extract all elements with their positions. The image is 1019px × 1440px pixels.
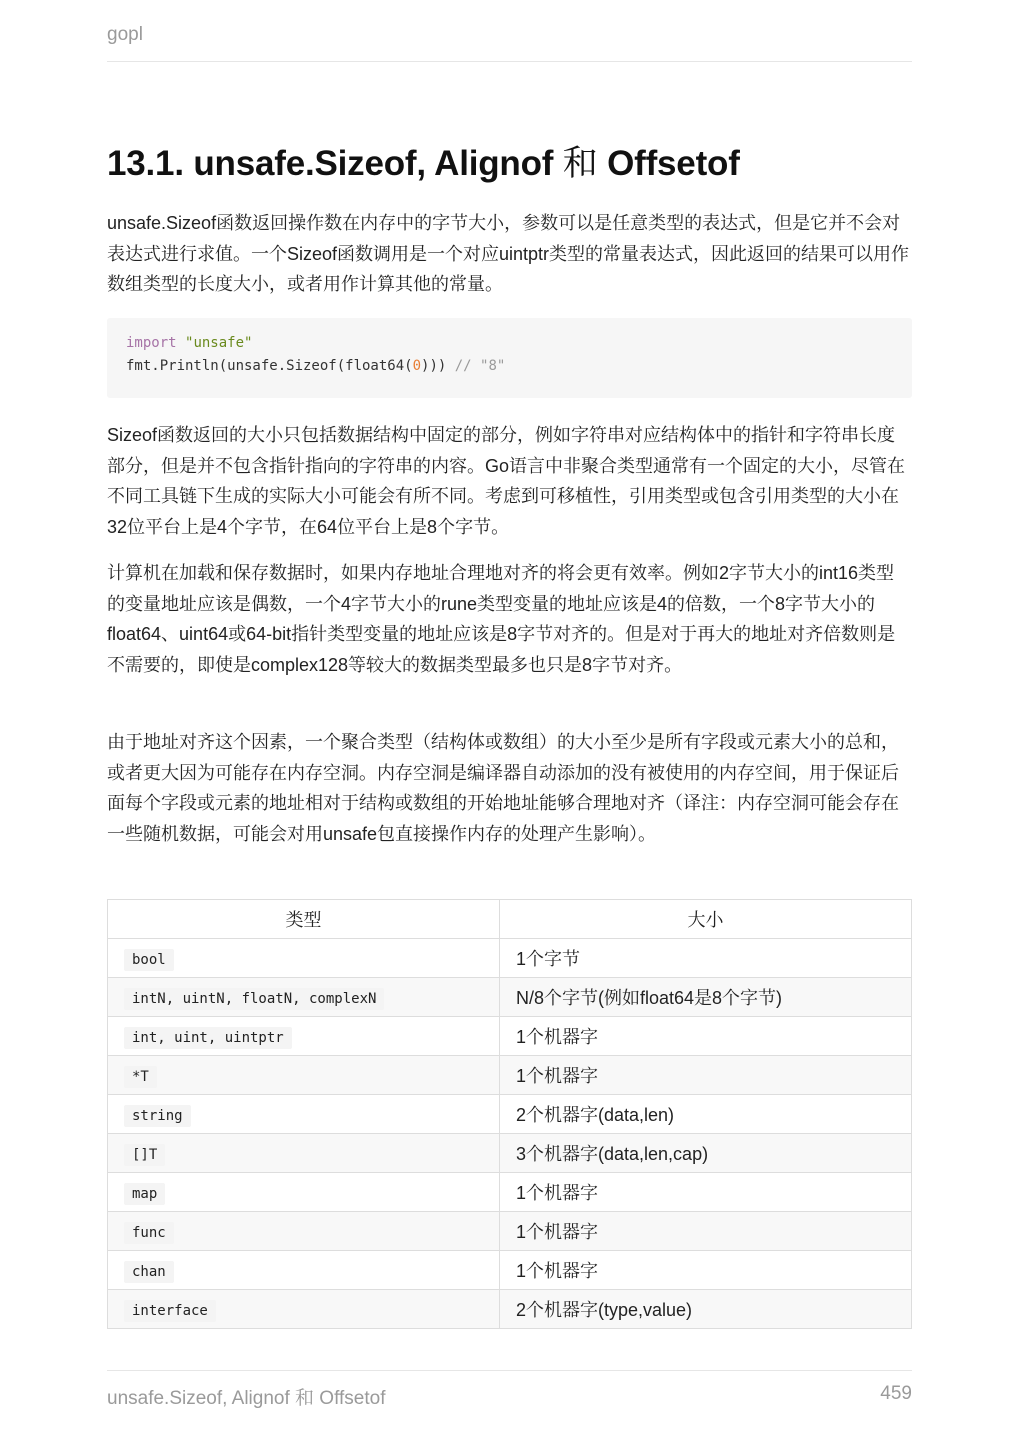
size-cell: N/8个字节(例如float64是8个字节) — [500, 978, 912, 1017]
running-header — [107, 24, 912, 62]
type-cell: []T — [124, 1144, 165, 1166]
type-cell: bool — [124, 949, 174, 971]
table-row — [108, 1173, 912, 1212]
type-cell: string — [124, 1105, 191, 1127]
size-cell: 1个机器字 — [500, 1212, 912, 1251]
size-cell: 1个机器字 — [500, 1251, 912, 1290]
type-cell: interface — [124, 1300, 216, 1322]
paragraph-4: 由于地址对齐这个因素，一个聚合类型（结构体或数组）的大小至少是所有字段或元素大小的总和，或者更大因为可能存在内存空洞。内存空洞是编译器自动添加的没有被使用的内存空间，用于保证后面每个字段或元素的地址相对于结构或数组的开始地址能够合理地对齐（译注：内存空洞可能会存在一些随机数据，可能会对用unsafe包直接操作内存的处理产生影响）。 — [107, 732, 899, 844]
table-row — [108, 1134, 912, 1173]
type-cell: *T — [124, 1066, 157, 1088]
type-cell: int, uint, uintptr — [124, 1027, 292, 1049]
code-line-1: import "unsafe" — [126, 335, 253, 351]
size-cell: 2个机器字(type,value) — [500, 1290, 912, 1329]
table-header-row — [108, 900, 912, 939]
code-block — [107, 318, 912, 398]
size-cell: 1个机器字 — [500, 1056, 912, 1095]
book-title: gopl — [107, 24, 143, 45]
footer-title: unsafe.Sizeof, Alignof 和 Offsetof — [107, 1388, 386, 1409]
table-row — [108, 1056, 912, 1095]
size-cell: 1个机器字 — [500, 1017, 912, 1056]
table-row — [108, 1095, 912, 1134]
section-title: 13.1. unsafe.Sizeof, Alignof 和 Offsetof — [107, 144, 740, 184]
page-number: 459 — [880, 1383, 912, 1404]
paragraph-1: unsafe.Sizeof函数返回操作数在内存中的字节大小，参数可以是任意类型的表达式，但是它并不会对表达式进行求值。一个Sizeof函数调用是一个对应uintptr类型的常量表达式，因此返回的结果可以用作数组类型的长度大小，或者用作计算其他的常量。 — [107, 213, 910, 294]
paragraph-3: 计算机在加载和保存数据时，如果内存地址合理地对齐的将会更有效率。例如2字节大小的int16类型的变量地址应该是偶数，一个4字节大小的rune类型变量的地址应该是4的倍数，一个8字节大小的float64、uint64或64-bit指针类型变量的地址应该是8字节对齐的。但是对于再大的地址对齐倍数则是不需要的，即使是complex128等较大的数据类型最多也只是8字节对齐。 — [107, 563, 896, 675]
header-type: 类型 — [108, 900, 500, 939]
table-row — [108, 939, 912, 978]
table-row — [108, 1017, 912, 1056]
type-cell: func — [124, 1222, 174, 1244]
table-row — [108, 978, 912, 1017]
size-cell: 1个字节 — [500, 939, 912, 978]
running-footer — [107, 1370, 912, 1419]
type-cell: intN, uintN, floatN, complexN — [124, 988, 384, 1010]
size-cell: 2个机器字(data,len) — [500, 1095, 912, 1134]
type-cell: chan — [124, 1261, 174, 1283]
code-line-2: fmt.Println(unsafe.Sizeof(float64(0))) // "8" — [126, 358, 506, 374]
table-row — [108, 1212, 912, 1251]
size-cell: 1个机器字 — [500, 1173, 912, 1212]
size-cell: 3个机器字(data,len,cap) — [500, 1134, 912, 1173]
header-size: 大小 — [500, 900, 912, 939]
table-row — [108, 1290, 912, 1329]
paragraph-2: Sizeof函数返回的大小只包括数据结构中固定的部分，例如字符串对应结构体中的指针和字符串长度部分，但是并不包含指针指向的字符串的内容。Go语言中非聚合类型通常有一个固定的大小，尽管在不同工具链下生成的实际大小可能会有所不同。考虑到可移植性，引用类型或包含引用类型的大小在32位平台上是4个字节，在64位平台上是8个字节。 — [107, 425, 906, 537]
type-cell: map — [124, 1183, 165, 1205]
table-row — [108, 1251, 912, 1290]
type-size-table — [107, 899, 912, 1329]
